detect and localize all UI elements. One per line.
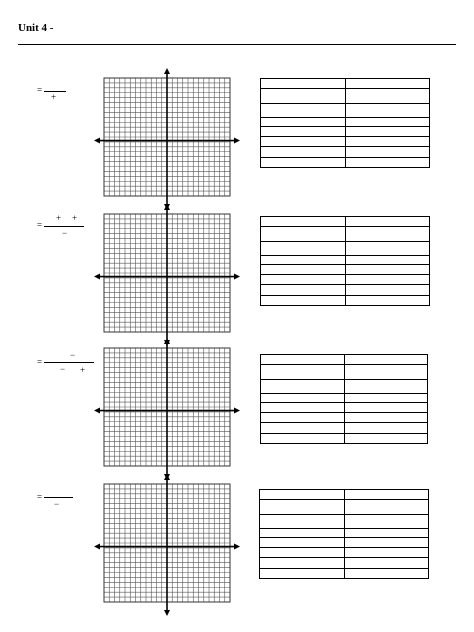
y-value-cell[interactable] [345, 241, 430, 255]
y-value-cell[interactable] [344, 365, 428, 379]
table-row [260, 514, 429, 528]
x-value-cell[interactable] [260, 547, 345, 557]
function-expression [0, 70, 100, 110]
coordinate-grid[interactable] [94, 206, 244, 346]
x-value-cell[interactable] [261, 379, 345, 393]
y-value-cell[interactable] [344, 402, 428, 412]
y-value-cell[interactable] [344, 500, 429, 514]
y-value-cell[interactable] [345, 227, 430, 241]
x-value-cell[interactable] [261, 256, 346, 264]
coordinate-grid[interactable] [94, 476, 244, 616]
table-row [261, 402, 428, 412]
table-row [260, 490, 429, 500]
equals-sign: = [37, 220, 43, 230]
page-title: Unit 4 - [18, 22, 54, 34]
x-value-cell[interactable] [260, 537, 345, 547]
x-value-cell[interactable] [261, 394, 345, 402]
fraction-bar [44, 226, 84, 227]
x-axis-right-arrow-icon [234, 544, 240, 550]
numerator-operator: + [72, 213, 78, 223]
y-value-cell[interactable] [345, 79, 430, 89]
y-value-cell[interactable] [345, 147, 430, 157]
x-value-cell[interactable] [261, 355, 345, 365]
y-value-cell[interactable] [344, 490, 429, 500]
y-value-cell[interactable] [344, 547, 429, 557]
denominator-operator: − [54, 499, 60, 509]
y-value-cell[interactable] [345, 89, 430, 103]
x-value-cell[interactable] [261, 402, 345, 412]
table-row [261, 227, 430, 241]
header-divider [18, 44, 456, 45]
table-row [261, 394, 428, 402]
x-value-cell[interactable] [261, 264, 346, 274]
table-row [261, 136, 430, 146]
table-row [261, 295, 430, 305]
value-table[interactable] [260, 354, 428, 444]
problem-1 [0, 70, 474, 210]
table-row [261, 355, 428, 365]
fraction-bar [44, 362, 94, 363]
y-value-cell[interactable] [344, 558, 429, 568]
y-value-cell[interactable] [345, 136, 430, 146]
x-value-cell[interactable] [260, 490, 345, 500]
value-table[interactable] [259, 489, 429, 579]
x-axis-left-arrow-icon [94, 544, 100, 550]
x-value-cell[interactable] [261, 433, 345, 443]
y-value-cell[interactable] [345, 157, 430, 167]
y-value-cell[interactable] [344, 379, 428, 393]
table-row [261, 256, 430, 264]
table-row [261, 412, 428, 422]
y-value-cell[interactable] [345, 295, 430, 305]
x-axis-right-arrow-icon [234, 138, 240, 144]
equals-sign: = [37, 492, 43, 502]
x-value-cell[interactable] [261, 118, 346, 126]
table-row [261, 126, 430, 136]
table-row [260, 500, 429, 514]
denominator-operator: + [80, 365, 86, 375]
numerator-operator: − [70, 350, 76, 360]
equals-sign: = [37, 357, 43, 367]
y-value-cell[interactable] [345, 274, 430, 284]
table-row [261, 217, 430, 227]
x-value-cell[interactable] [261, 217, 346, 227]
table-row [261, 379, 428, 393]
x-axis-right-arrow-icon [234, 274, 240, 280]
table-row [260, 529, 429, 537]
coordinate-grid[interactable] [94, 70, 244, 210]
function-expression [0, 206, 100, 246]
x-value-cell[interactable] [261, 274, 346, 284]
y-value-cell[interactable] [344, 537, 429, 547]
x-value-cell[interactable] [260, 529, 345, 537]
x-value-cell[interactable] [261, 295, 346, 305]
x-axis-left-arrow-icon [94, 408, 100, 414]
table-row [261, 157, 430, 167]
y-value-cell[interactable] [345, 285, 430, 295]
x-value-cell[interactable] [260, 500, 345, 514]
table-row [261, 241, 430, 255]
x-value-cell[interactable] [261, 365, 345, 379]
problem-4 [0, 476, 474, 616]
x-value-cell[interactable] [261, 241, 346, 255]
table-row [261, 433, 428, 443]
fraction-bar [44, 497, 73, 498]
y-value-cell[interactable] [345, 118, 430, 126]
y-value-cell[interactable] [344, 412, 428, 422]
table-row [261, 365, 428, 379]
y-value-cell[interactable] [344, 568, 429, 578]
value-table[interactable] [260, 216, 430, 306]
y-axis-up-arrow-icon [164, 68, 170, 74]
x-value-cell[interactable] [261, 126, 346, 136]
x-axis-right-arrow-icon [234, 408, 240, 414]
table-row [261, 79, 430, 89]
y-value-cell[interactable] [345, 264, 430, 274]
x-value-cell[interactable] [261, 157, 346, 167]
y-value-cell[interactable] [345, 217, 430, 227]
y-value-cell[interactable] [344, 529, 429, 537]
y-value-cell[interactable] [344, 355, 428, 365]
function-expression [0, 340, 100, 380]
y-value-cell[interactable] [344, 423, 428, 433]
x-value-cell[interactable] [261, 136, 346, 146]
table-row [260, 547, 429, 557]
x-axis-left-arrow-icon [94, 138, 100, 144]
denominator-operator: − [60, 364, 66, 374]
problem-2 [0, 206, 474, 346]
table-row [261, 285, 430, 295]
function-expression [0, 476, 100, 516]
table-row [261, 147, 430, 157]
denominator-operator: − [62, 228, 68, 238]
coordinate-grid[interactable] [94, 340, 244, 480]
x-value-cell[interactable] [261, 89, 346, 103]
table-row [261, 118, 430, 126]
problem-3 [0, 340, 474, 480]
x-value-cell[interactable] [260, 514, 345, 528]
x-value-cell[interactable] [261, 412, 345, 422]
equals-sign: = [37, 85, 43, 95]
numerator-operator: + [56, 213, 62, 223]
y-value-cell[interactable] [344, 394, 428, 402]
value-table[interactable] [260, 78, 430, 168]
table-row [261, 423, 428, 433]
x-value-cell[interactable] [261, 103, 346, 117]
table-row [261, 89, 430, 103]
x-axis-left-arrow-icon [94, 274, 100, 280]
x-value-cell[interactable] [260, 568, 345, 578]
x-value-cell[interactable] [261, 423, 345, 433]
y-axis-down-arrow-icon [164, 610, 170, 616]
table-row [260, 558, 429, 568]
y-value-cell[interactable] [344, 514, 429, 528]
table-row [261, 103, 430, 117]
x-value-cell[interactable] [261, 227, 346, 241]
x-value-cell[interactable] [261, 147, 346, 157]
table-row [260, 537, 429, 547]
y-value-cell[interactable] [345, 103, 430, 117]
x-value-cell[interactable] [260, 558, 345, 568]
y-value-cell[interactable] [345, 256, 430, 264]
y-value-cell[interactable] [345, 126, 430, 136]
table-row [261, 274, 430, 284]
denominator-operator: + [51, 92, 57, 102]
x-value-cell[interactable] [261, 79, 346, 89]
x-value-cell[interactable] [261, 285, 346, 295]
table-row [261, 264, 430, 274]
y-value-cell[interactable] [344, 433, 428, 443]
table-row [260, 568, 429, 578]
